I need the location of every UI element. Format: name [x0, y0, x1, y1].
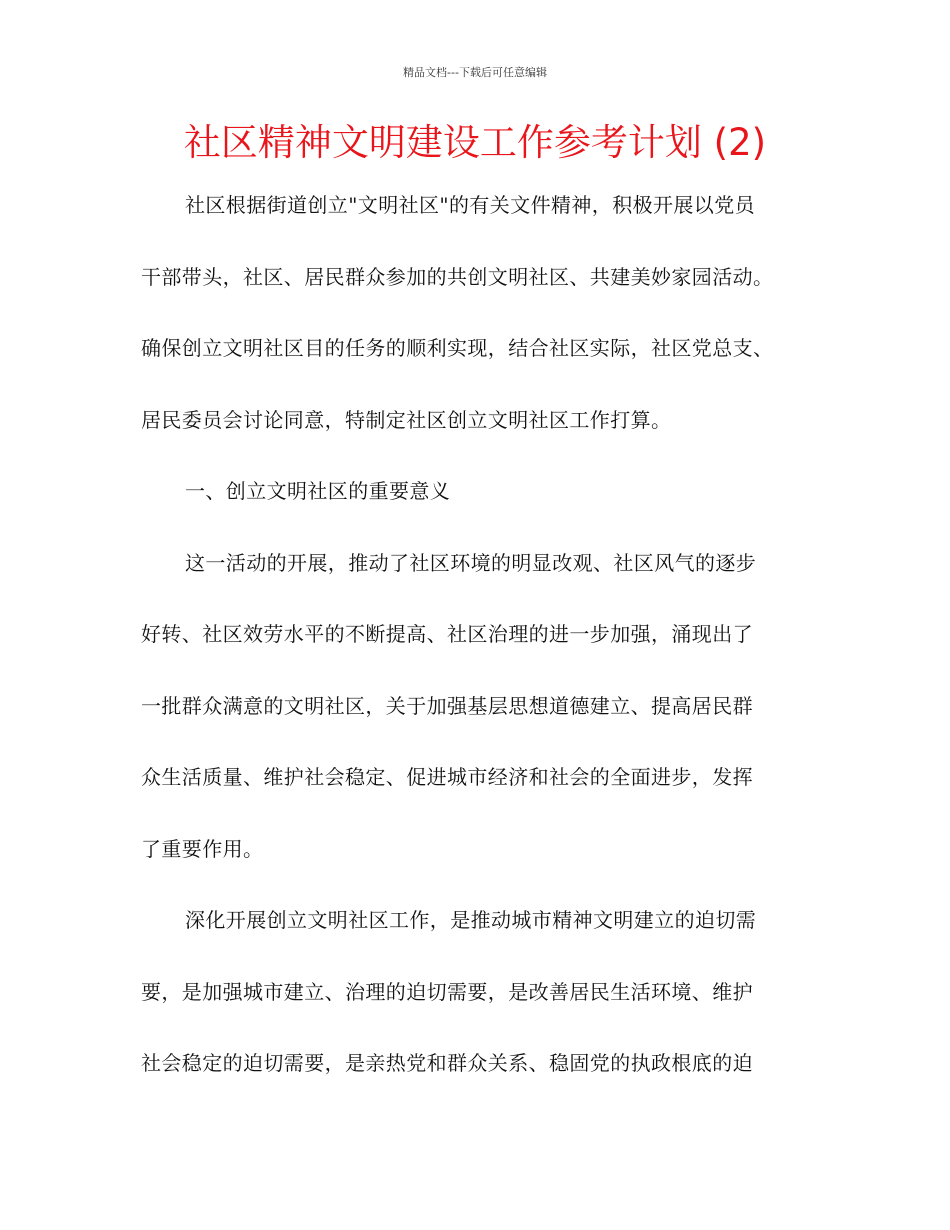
header-note: 精品文档---下载后可任意编辑	[403, 66, 547, 79]
body-line: 要，是加强城市建立、治理的迫切需要，是改善居民生活环境、维护	[141, 979, 753, 1004]
section-heading: 一、创立文明社区的重要意义	[185, 479, 451, 503]
body-line: 深化开展创立文明社区工作，是推动城市精神文明建立的迫切需	[185, 908, 757, 932]
document-title: 社区精神文明建设工作参考计划 (2)	[183, 121, 767, 164]
document-body	[141, 170, 831, 1100]
body-line: 居民委员会讨论同意，特制定社区创立文明社区工作打算。	[141, 407, 672, 432]
body-line: 众生活质量、维护社会稳定、促进城市经济和社会的全面进步，发挥	[141, 765, 753, 789]
body-line: 好转、社区效劳水平的不断提高、社区治理的进一步加强，涌现出了	[141, 622, 753, 646]
body-line: 社会稳定的迫切需要，是亲热党和群众关系、稳固党的执政根底的迫	[141, 1051, 753, 1075]
body-line: 这一活动的开展，推动了社区环境的明显改观、社区风气的逐步	[185, 550, 757, 575]
body-line: 干部带头，社区、居民群众参加的共创文明社区、共建美妙家园活动。	[141, 264, 774, 289]
body-line: 一批群众满意的文明社区，关于加强基层思想道德建立、提高居民群	[141, 693, 753, 718]
body-line: 了重要作用。	[141, 836, 264, 861]
body-line: 确保创立文明社区目的任务的顺利实现，结合社区实际，社区党总支、	[141, 336, 774, 360]
body-line: 社区根据街道创立"文明社区"的有关文件精神，积极开展以党员	[185, 193, 755, 217]
